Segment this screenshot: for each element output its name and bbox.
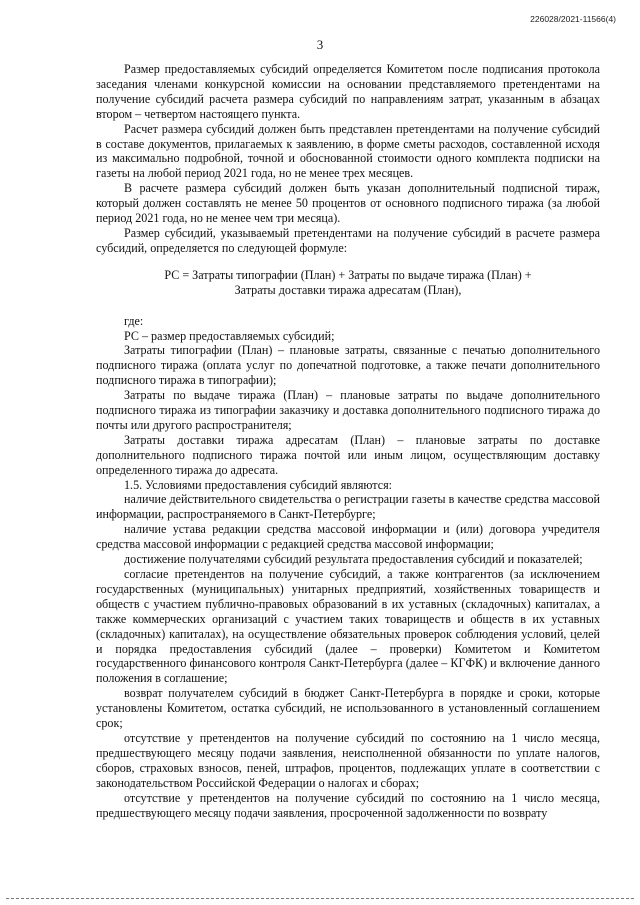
paragraph: согласие претендентов на получение субсидий, а также контрагентов (за исключением государственных (муниципальных) унитарных предприятий, хозяйственных товариществ и обществ с участием публично-правовых образований в их уставных (складочных) капиталах, а также коммерческих организаций с участием таких товариществ и обществ в их уставных (складочных) капиталах), на осуществление обязательных проверок соблюдения условий, целей и порядка предоставления субсидий (далее – проверки) Комитетом и Комитетом государственного финансового контроля Санкт-Петербурга (далее – КГФК) и включение данного положения в соглашение; xyxy=(96,567,600,686)
paragraph: Расчет размера субсидий должен быть представлен претендентами на получение субсидий в составе документов, прилагаемых к заявлению, в форме сметы расходов, составленной исходя из максимально подробной, точной и обоснованной стоимости одного комплекта подписки на газеты на любой период 2021 года, но не менее трех месяцев. xyxy=(96,121,600,181)
paragraph: достижение получателями субсидий результата предоставления субсидий и показателей; xyxy=(124,552,583,567)
document-number: 226028/2021-11566(4) xyxy=(530,14,616,24)
paragraph: Размер предоставляемых субсидий определяется Комитетом после подписания протокола заседания членами конкурсной комиссии на основании представляемого претендентами на получение субсидий расчета размера субсидий по направлениям затрат, указанным в абзацах втором – четвертом настоящего пункта. xyxy=(96,62,600,121)
paragraph: наличие действительного свидетельства о регистрации газеты в качестве средства массовой информации, распространяемого в Санкт-Петербурге; xyxy=(96,492,600,522)
paragraph-where: где: xyxy=(124,313,144,328)
paragraph: отсутствие у претендентов на получение субсидий по состоянию на 1 число месяца, предшествующего месяцу подачи заявления, неисполненной обязанности по уплате налогов, сборов, страховых взносов, пеней, штрафов, процентов, подлежащих уплате в соответствии с законодательством Российской Федерации о налогах и сборах; xyxy=(96,730,600,790)
paragraph: Размер субсидий, указываемый претендентами на получение субсидий в расчете размера субсидий, определяется по следующей формуле: xyxy=(96,225,600,255)
formula-line-1: РС = Затраты типографии (План) + Затраты по выдаче тиража (План) + xyxy=(164,267,532,282)
formula xyxy=(96,268,600,298)
document-body xyxy=(96,62,600,820)
paragraph: В расчете размера субсидий должен быть указан дополнительный подписной тираж, который должен составлять не менее 50 процентов от основного подписного тиража (за любой период 2021 года, но не менее чем три месяца). xyxy=(96,181,600,226)
paragraph: Затраты доставки тиража адресатам (План) – плановые затраты по доставке дополнительного подписного тиража почтой или иным лицом, осуществляющим доставку определенного тиража до адресата. xyxy=(96,432,600,477)
section-heading: 1.5. Условиями предоставления субсидий являются: xyxy=(124,477,393,492)
page-number: 3 xyxy=(316,37,324,52)
formula-line-2: Затраты доставки тиража адресатам (План), xyxy=(234,282,462,297)
paragraph: возврат получателем субсидий в бюджет Санкт-Петербурга в порядке и сроки, которые установлены Комитетом, остатка субсидий, не использованного в установленный соглашением срок; xyxy=(96,686,600,731)
paragraph: наличие устава редакции средства массовой информации и (или) договора учредителя средства массовой информации с редакцией средства массовой информации; xyxy=(96,522,600,552)
paragraph: РС – размер предоставляемых субсидий; xyxy=(124,328,335,343)
paragraph: Затраты типографии (План) – плановые затраты, связанные с печатью дополнительного подписного тиража (оплата услуг по допечатной подготовке, а также печати дополнительного подписного тиража в типографии); xyxy=(96,343,600,388)
paragraph: отсутствие у претендентов на получение субсидий по состоянию на 1 число месяца, предшествующего месяцу подачи заявления, просроченной задолженности по возврату xyxy=(96,790,600,820)
paragraph: Затраты по выдаче тиража (План) – плановые затраты по выдаче дополнительного подписного тиража из типографии заказчику и доставка дополнительного подписного тиража до почты или другого распространителя; xyxy=(96,388,600,432)
scan-edge-line xyxy=(6,898,634,899)
